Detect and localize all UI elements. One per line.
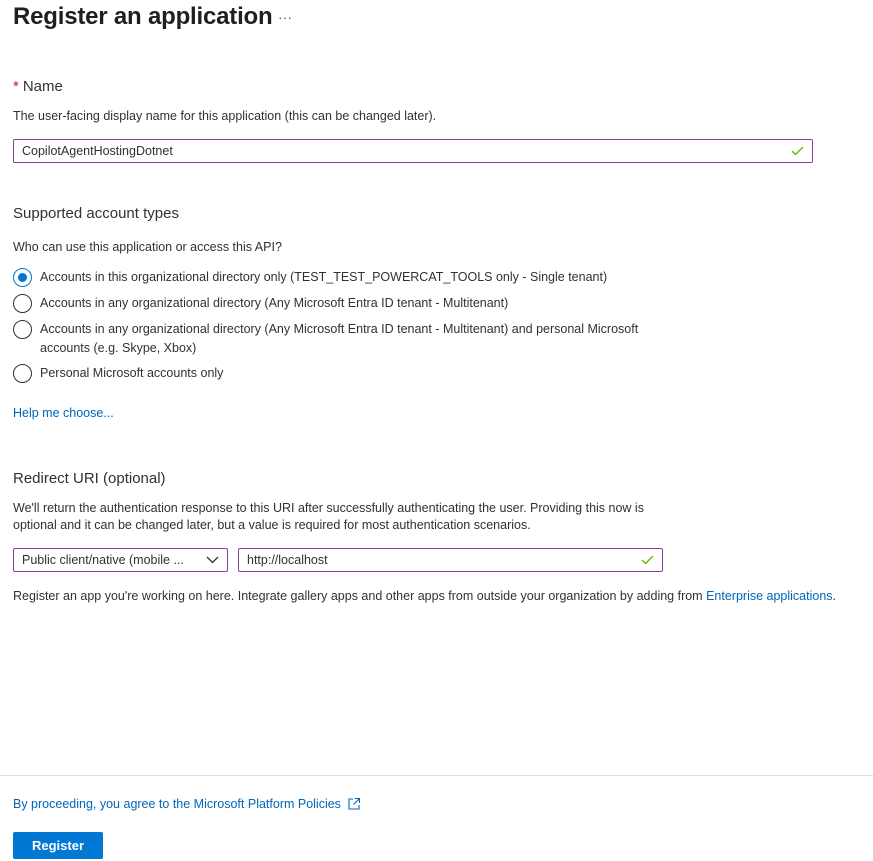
redirect-description-line2: optional and it can be changed later, but a value is required for most authentication scenarios. <box>13 518 531 532</box>
name-heading-label: Name <box>22 78 63 95</box>
radio-unselected[interactable] <box>13 294 32 313</box>
name-input-value: CopilotAgentHostingDotnet <box>22 144 173 158</box>
policy-row <box>13 797 361 811</box>
account-types-question: Who can use this application or access this API? <box>13 240 282 254</box>
platform-dropdown-value: Public client/native (mobile ... <box>22 553 184 567</box>
footer-divider <box>0 775 873 776</box>
redirect-description-line1: We'll return the authentication response to this URI after successfully authenticating the user. Providing this now is <box>13 501 644 515</box>
radio-selected[interactable] <box>13 268 32 287</box>
account-option-multitenant[interactable] <box>13 294 508 313</box>
platform-dropdown[interactable] <box>13 548 228 572</box>
register-button[interactable]: Register <box>13 832 103 859</box>
redirect-uri-input[interactable] <box>238 548 663 572</box>
radio-unselected[interactable] <box>13 320 32 339</box>
account-option-personal-only[interactable] <box>13 364 223 383</box>
gallery-note-text: Register an app you're working on here. Integrate gallery apps and other apps from outside your organization by adding from <box>13 589 707 603</box>
account-option-label: Personal Microsoft accounts only <box>40 366 224 380</box>
account-option-single-tenant[interactable] <box>13 268 607 287</box>
required-indicator: * <box>13 78 19 95</box>
platform-policies-link[interactable]: By proceeding, you agree to the Microsoft Platform Policies <box>13 797 341 811</box>
account-option-multitenant-personal[interactable] <box>13 320 680 358</box>
redirect-heading: Redirect URI (optional) <box>13 470 166 487</box>
radio-unselected[interactable] <box>13 364 32 383</box>
account-option-label: Accounts in any organizational directory (Any Microsoft Entra ID tenant - Multitenant) and personal Microsoft accounts (e.g. Skype, Xbox) <box>40 322 639 355</box>
page-header <box>13 0 272 34</box>
gallery-note-suffix: . <box>832 589 837 603</box>
name-heading <box>13 78 63 95</box>
name-description: The user-facing display name for this application (this can be changed later). <box>13 109 437 123</box>
external-link-icon[interactable] <box>347 797 361 811</box>
chevron-down-icon <box>206 556 219 564</box>
help-me-choose-link[interactable]: Help me choose... <box>13 406 114 420</box>
redirect-uri-value: http://localhost <box>247 553 328 567</box>
name-input[interactable] <box>13 139 813 163</box>
more-options-icon[interactable]: ··· <box>273 8 297 26</box>
enterprise-applications-link[interactable]: Enterprise applications <box>706 589 833 603</box>
check-icon <box>640 553 654 567</box>
account-types-heading: Supported account types <box>13 205 179 222</box>
page-title: Register an application <box>13 3 273 30</box>
account-option-label: Accounts in this organizational directory only (TEST_TEST_POWERCAT_TOOLS only - Single tenant) <box>40 270 608 284</box>
account-option-label: Accounts in any organizational directory (Any Microsoft Entra ID tenant - Multitenant) <box>40 296 509 310</box>
gallery-note <box>13 588 836 605</box>
check-icon <box>790 144 804 158</box>
